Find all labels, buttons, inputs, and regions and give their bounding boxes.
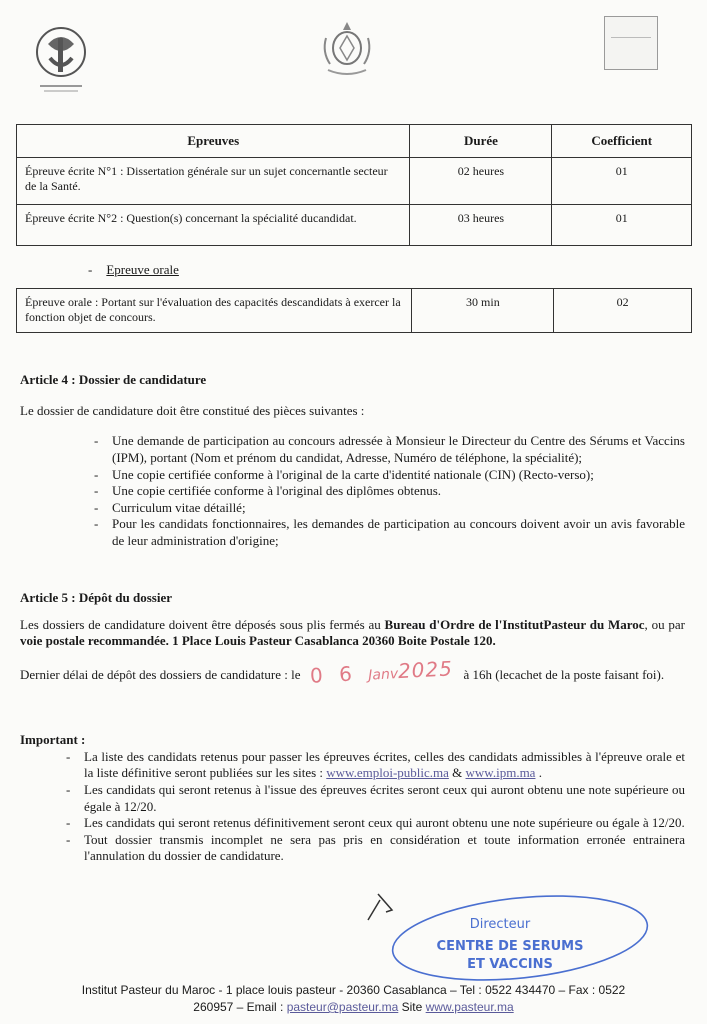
article-5-paragraph: Les dossiers de candidature doivent être déposés sous plis fermés au Bureau d'Ordre de l'InstitutPasteur du Maroc, ou par voie postale recommandée. 1 Place Louis Pasteur Casablanca 20360 Boite Postale 120.: [20, 616, 685, 649]
important-list: [58, 749, 685, 865]
corner-mark: [604, 16, 658, 70]
important-section: [20, 732, 685, 865]
date-stamp: 0 6 Janv2025: [309, 656, 454, 688]
duree-cell: 02 heures: [410, 158, 552, 205]
written-exams-table: [16, 124, 692, 246]
oral-exam-table: [16, 288, 692, 333]
footer: [40, 982, 667, 1016]
table-row: [17, 205, 692, 246]
royal-emblem-logo: [318, 18, 376, 80]
list-item: - Une copie certifiée conforme à l'original de la carte d'identité nationale (CIN) (Recto-verso);: [86, 467, 685, 484]
coefficient-cell: 02: [554, 289, 692, 333]
epreuve-cell: Épreuve écrite N°1 : Dissertation générale sur un sujet concernantle secteur de la Santé.: [17, 158, 410, 205]
article-4-title: Article 4 : Dossier de candidature: [20, 372, 207, 387]
duree-cell: 30 min: [412, 289, 554, 333]
table-header-row: [17, 125, 692, 158]
table-row: [17, 289, 692, 333]
list-item: - Curriculum vitae détaillé;: [86, 500, 685, 517]
header-epreuves: Epreuves: [17, 125, 410, 158]
coefficient-cell: 01: [552, 158, 692, 205]
article-4-list: [86, 433, 685, 549]
header-duree: Durée: [410, 125, 552, 158]
article-5-title: Article 5 : Dépôt du dossier: [20, 590, 173, 605]
email-link[interactable]: pasteur@pasteur.ma: [286, 1000, 399, 1015]
article-4-intro: Le dossier de candidature doit être constitué des pièces suivantes :: [20, 402, 365, 418]
oral-exam-heading: - Epreuve orale: [88, 262, 179, 277]
official-stamp: [350, 880, 650, 990]
stamp-line-1: Directeur: [469, 917, 531, 932]
article-5: [20, 590, 685, 688]
list-item: - La liste des candidats retenus pour passer les épreuves écrites, celles des candidats admissibles à l'épreuve orale et la liste définitive seront publiées sur les sites : www.emploi-public.ma & www.ipm.ma .: [58, 749, 685, 782]
stamp-line-3: ET VACCINS: [467, 957, 553, 972]
list-item: - Une copie certifiée conforme à l'original des diplômes obtenus.: [86, 483, 685, 500]
duree-cell: 03 heures: [410, 205, 552, 246]
header-coefficient: Coefficient: [552, 125, 692, 158]
institut-pasteur-logo: [28, 24, 94, 96]
deadline-paragraph: Dernier délai de dépôt des dossiers de candidature : le 0 6 Janv2025 à 16h (lecachet de la poste faisant foi).: [20, 656, 665, 688]
emploi-public-link[interactable]: www.emploi-public.ma: [326, 765, 449, 781]
site-link[interactable]: www.pasteur.ma: [425, 1000, 514, 1015]
epreuve-cell: Épreuve orale : Portant sur l'évaluation des capacités descandidats à exercer la fonction objet de concours.: [17, 289, 412, 333]
list-item: - Pour les candidats fonctionnaires, les demandes de participation au concours doivent avoir un avis favorable de leur administration d'origine;: [86, 516, 685, 549]
footer-line-2: 260957 – Email : pasteur@pasteur.ma Site www.pasteur.ma: [193, 1000, 514, 1015]
article-4: [20, 372, 685, 550]
ipm-link[interactable]: www.ipm.ma: [465, 765, 536, 781]
coefficient-cell: 01: [552, 205, 692, 246]
important-title: Important :: [20, 732, 86, 747]
epreuve-cell: Épreuve écrite N°2 : Question(s) concernant la spécialité ducandidat.: [17, 205, 410, 246]
table-row: [17, 158, 692, 205]
list-item: - Les candidats qui seront retenus définitivement seront ceux qui auront obtenu une note supérieure ou égale à 12/20.: [58, 815, 685, 832]
list-item: - Une demande de participation au concours adressée à Monsieur le Directeur du Centre des Sérums et Vaccins (IPM), portant (Nom et prénom du candidat, Adresse, Numéro de téléphone, la spécialité);: [86, 433, 685, 466]
list-item: - Tout dossier transmis incomplet ne sera pas pris en considération et toute information erronée entrainera l'annulation du dossier de candidature.: [58, 832, 685, 865]
list-item: - Les candidats qui seront retenus à l'issue des épreuves écrites seront ceux qui auront obtenu une note supérieure ou égale à 12/20.: [58, 782, 685, 815]
footer-line-1: Institut Pasteur du Maroc - 1 place louis pasteur - 20360 Casablanca – Tel : 0522 434470 – Fax : 0522: [81, 983, 626, 997]
stamp-line-2: CENTRE DE SERUMS: [436, 939, 584, 954]
